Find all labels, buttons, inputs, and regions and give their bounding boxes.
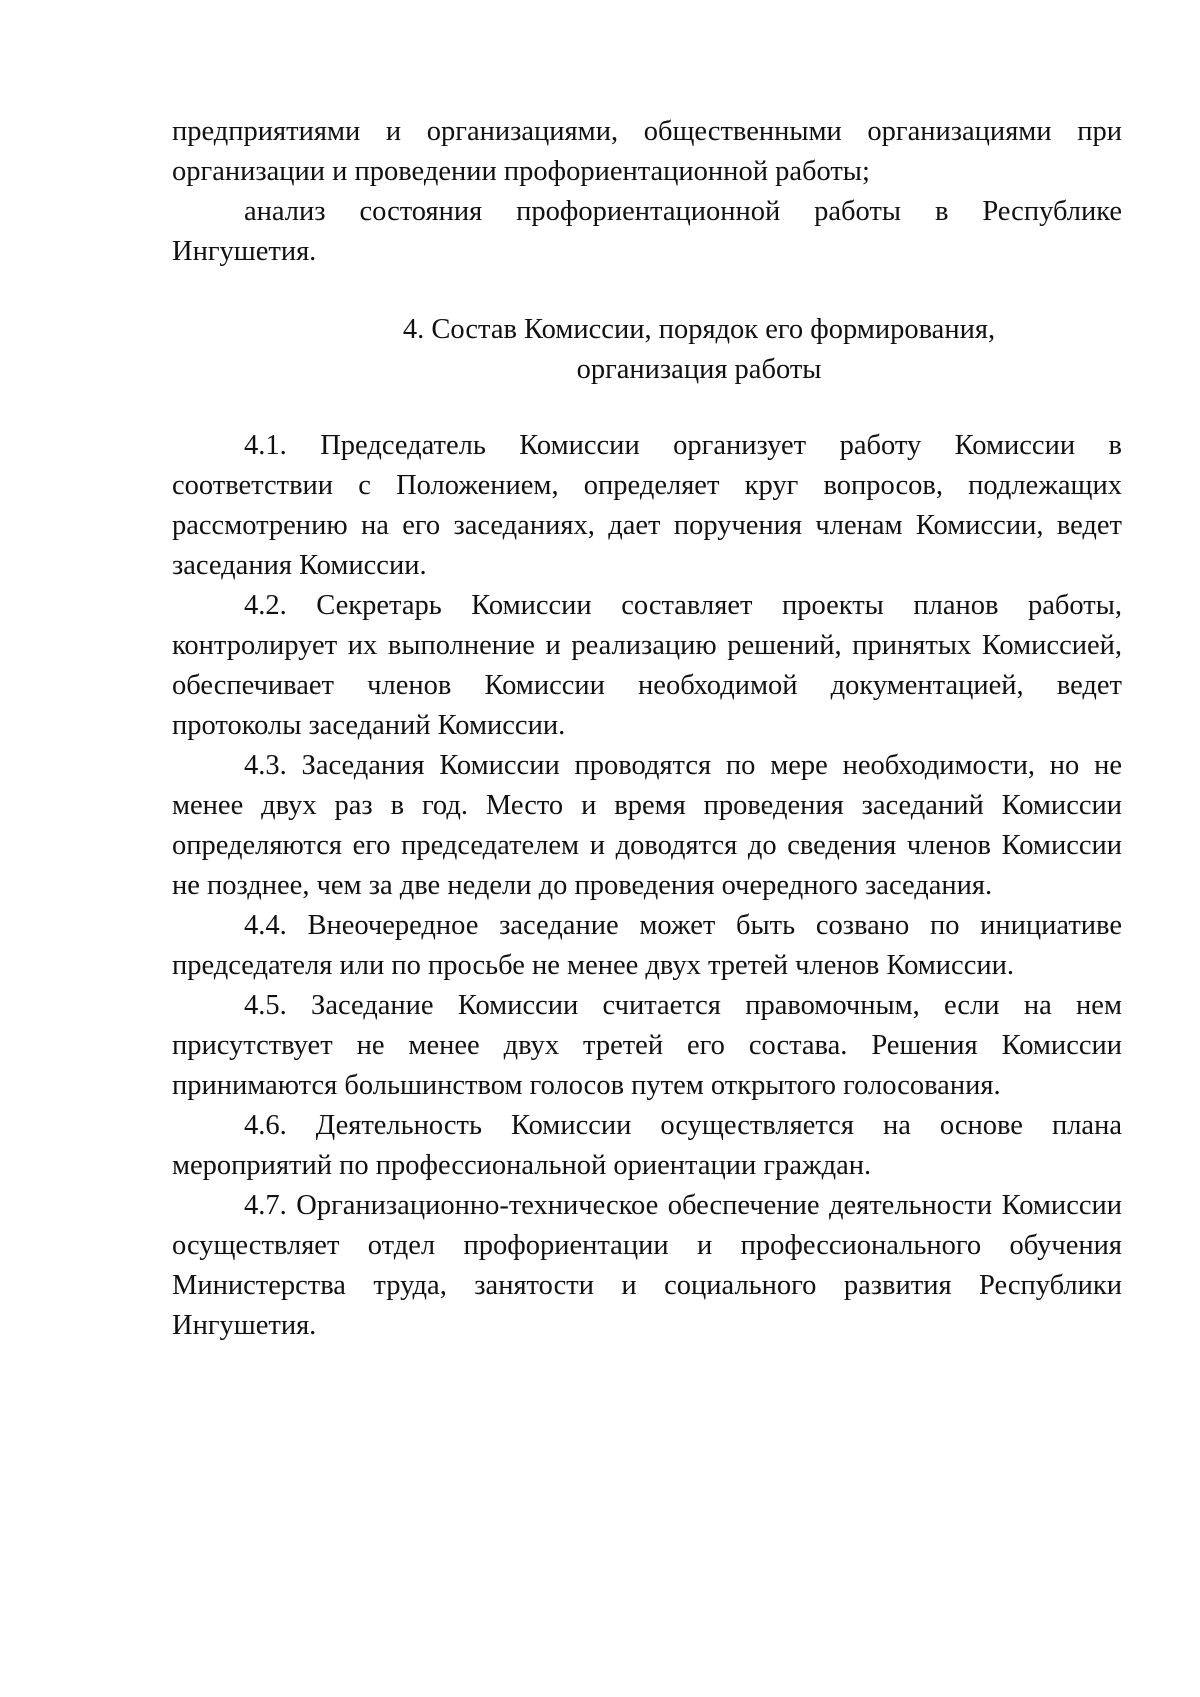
- section-heading-line-1: 4. Состав Комиссии, порядок его формирования,: [402, 314, 996, 345]
- section-heading-line-2: организация работы: [576, 354, 822, 385]
- intro-paragraph-analysis: анализ состояния профориентационной работы в Республике Ингушетия.: [172, 196, 1122, 267]
- document-page: [172, 112, 1122, 1346]
- clause-4-5: 4.5. Заседание Комиссии считается правомочным, если на нем присутствует не менее двух третей его состава. Решения Комиссии принимаются большинством голосов путем открытого голосования.: [172, 990, 1122, 1101]
- intro-paragraph-continuation: предприятиями и организациями, общественными организациями при организации и проведении профориентационной работы;: [172, 116, 1122, 187]
- clause-4-2: 4.2. Секретарь Комиссии составляет проекты планов работы, контролирует их выполнение и реализацию решений, принятых Комиссией, обеспечивает членов Комиссии необходимой документацией, ведет протоколы заседаний Комиссии.: [172, 590, 1122, 741]
- section-heading: [172, 310, 1122, 390]
- clause-4-1: 4.1. Председатель Комиссии организует работу Комиссии в соответствии с Положением, определяет круг вопросов, подлежащих рассмотрению на его заседаниях, дает поручения членам Комиссии, ведет заседания Комиссии.: [172, 430, 1122, 581]
- clause-4-7: 4.7. Организационно-техническое обеспечение деятельности Комиссии осуществляет отдел профориентации и профессионального обучения Министерства труда, занятости и социального развития Республики Ингушетия.: [172, 1190, 1122, 1341]
- clause-4-4: 4.4. Внеочередное заседание может быть созвано по инициативе председателя или по просьбе не менее двух третей членов Комиссии.: [172, 910, 1122, 981]
- clause-4-3: 4.3. Заседания Комиссии проводятся по мере необходимости, но не менее двух раз в год. Место и время проведения заседаний Комиссии определяются его председателем и доводятся до сведения членов Комиссии не позднее, чем за две недели до проведения очередного заседания.: [172, 750, 1122, 901]
- clause-4-6: 4.6. Деятельность Комиссии осуществляется на основе плана мероприятий по профессиональной ориентации граждан.: [172, 1110, 1122, 1181]
